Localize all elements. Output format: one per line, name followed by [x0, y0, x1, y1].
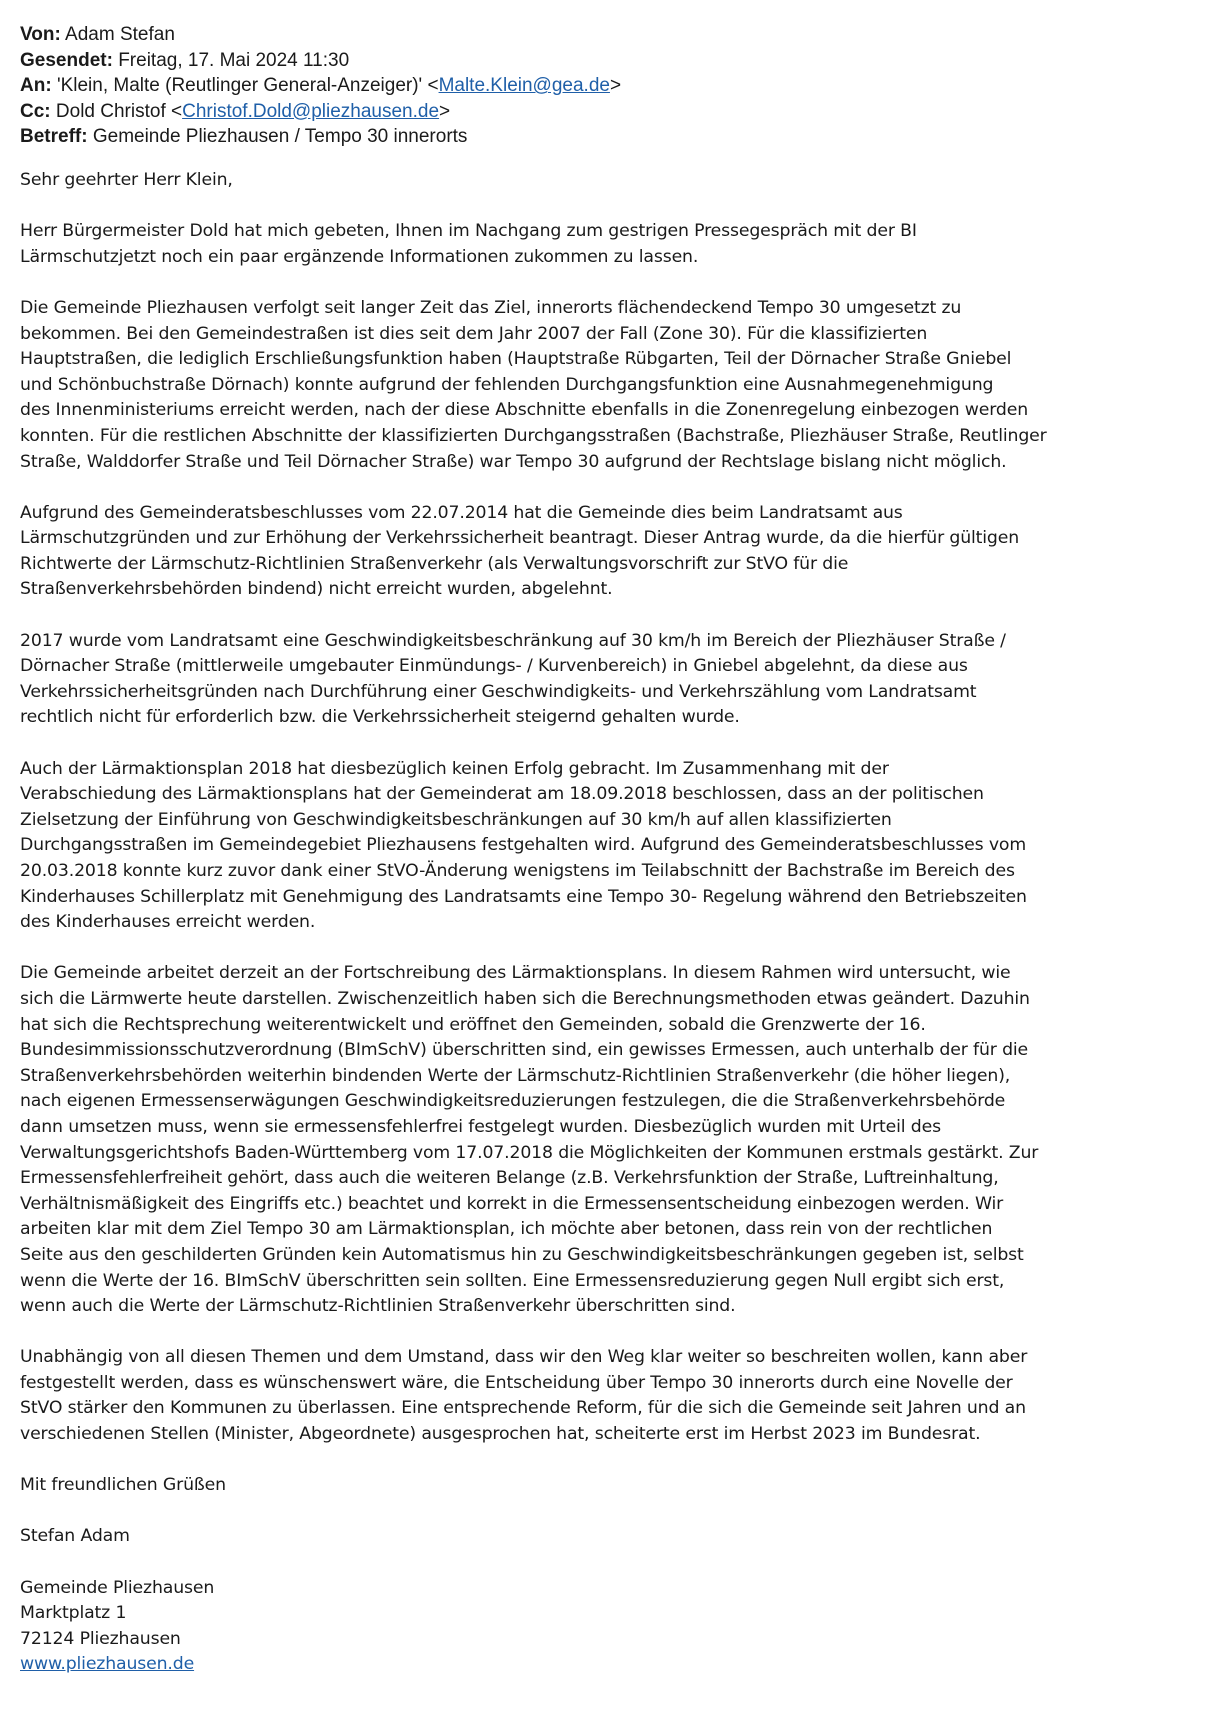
subject-value: Gemeinde Pliezhausen / Tempo 30 innerorts [92, 126, 468, 148]
text-line: wenn auch die Werte der Lärmschutz-Richtlinien Straßenverkehr überschritten sind. [20, 1296, 736, 1317]
to-value-prefix: 'Klein, Malte (Reutlinger General-Anzeiger)' < [56, 75, 439, 97]
text-line: wenn die Werte der 16. BImSchV überschritten sein sollten. Eine Ermessensreduzierung gegen Null ergibt sich erst, [20, 1270, 1005, 1291]
paragraph-2 [20, 296, 1215, 475]
from-label: Von: [20, 24, 61, 45]
email-document [20, 22, 1215, 1678]
text-line: Seite aus den geschilderten Gründen kein Automatismus hin zu Geschwindigkeitsbeschränkungen gegeben ist, selbst [20, 1244, 1024, 1265]
text-line: Dörnacher Straße (mittlerweile umgebauter Einmündungs- / Kurvenbereich) in Gniebel abgelehnt, da diese aus [20, 656, 968, 677]
paragraph-1 [20, 219, 1215, 270]
from-line [20, 22, 1215, 48]
text-line: festgestellt werden, dass es wünschenswert wäre, die Entscheidung über Tempo 30 innerorts durch eine Novelle der [20, 1372, 1013, 1393]
text-line: nach eigenen Ermessenserwägungen Geschwindigkeitsreduzierungen festzulegen, die die Straßenverkehrsbehörde [20, 1091, 1006, 1112]
signature-block [20, 1576, 1215, 1678]
text-line: verschiedenen Stellen (Minister, Abgeordnete) ausgesprochen hat, scheiterte erst im Herbst 2023 im Bundesrat. [20, 1424, 981, 1445]
cc-value-prefix: Dold Christof < [55, 100, 183, 122]
signature-street: Marktplatz 1 [20, 1603, 127, 1624]
text-line: Verabschiedung des Lärmaktionsplans hat der Gemeinderat am 18.09.2018 beschlossen, dass an der politischen [20, 784, 984, 805]
cc-line [20, 99, 1215, 125]
cc-value-suffix: > [439, 100, 451, 122]
text-line: rechtlich nicht für erforderlich bzw. die Verkehrssicherheit steigernd gehalten wurde. [20, 707, 740, 728]
subject-label: Betreff: [20, 126, 88, 148]
text-line: Durchgangsstraßen im Gemeindegebiet Pliezhausens festgehalten wird. Aufgrund des Gemeinderatsbeschlusses vom [20, 835, 1027, 856]
text-line: des Kinderhauses erreicht werden. [20, 912, 316, 933]
signer-name: Stefan Adam [20, 1526, 130, 1547]
to-email-link[interactable]: Malte.Klein@gea.de [438, 75, 610, 97]
to-value-suffix: > [609, 75, 622, 97]
text-line: Hauptstraßen, die lediglich Erschließungsfunktion haben (Hauptstraße Rübgarten, Teil der Dörnacher Straße Gniebel [20, 349, 1012, 370]
paragraph-5 [20, 757, 1215, 936]
text-line: Straße, Walddorfer Straße und Teil Dörnacher Straße) war Tempo 30 aufgrund der Rechtslage bislang nicht möglich. [20, 451, 1007, 472]
email-body [20, 168, 1215, 1678]
text-line: Lärmschutzjetzt noch ein paar ergänzende Informationen zukommen zu lassen. [20, 246, 699, 267]
text-line: Kinderhauses Schillerplatz mit Genehmigung des Landratsamts eine Tempo 30- Regelung während den Betriebszeiten [20, 886, 1027, 907]
greeting: Sehr geehrter Herr Klein, [20, 169, 233, 190]
text-line: hat sich die Rechtsprechung weiterentwickelt und eröffnet den Gemeinden, sobald die Grenzwerte der 16. [20, 1014, 926, 1035]
from-value: Adam Stefan [65, 24, 175, 45]
text-line: sich die Lärmwerte heute darstellen. Zwischenzeitlich haben sich die Berechnungsmethoden etwas geändert. Dazuhin [20, 988, 1030, 1009]
text-line: dann umsetzen muss, wenn sie ermessensfehlerfrei festgelegt wurden. Diesbezüglich wurden mit Urteil des [20, 1116, 941, 1137]
text-line: Herr Bürgermeister Dold hat mich gebeten, Ihnen im Nachgang zum gestrigen Pressegespräch mit der BI [20, 221, 917, 242]
paragraph-3 [20, 501, 1215, 603]
paragraph-4 [20, 629, 1215, 731]
text-line: Unabhängig von all diesen Themen und dem Umstand, dass wir den Weg klar weiter so beschreiten wollen, kann aber [20, 1347, 1028, 1368]
signature-city: 72124 Pliezhausen [20, 1628, 181, 1649]
to-line [20, 73, 1215, 99]
signature-website-link[interactable]: www.pliezhausen.de [20, 1654, 195, 1675]
text-line: Ermessensfehlerfreiheit gehört, dass auch die weiteren Belange (z.B. Verkehrsfunktion der Straße, Luftreinhaltung, [20, 1168, 999, 1189]
text-line: bekommen. Bei den Gemeindestraßen ist dies seit dem Jahr 2007 der Fall (Zone 30). Für die klassifizierten [20, 323, 928, 344]
cc-label: Cc: [20, 100, 51, 122]
text-line: Straßenverkehrsbehörden weiterhin bindenden Werte der Lärmschutz-Richtlinien Straßenverkehr (die höher liegen), [20, 1065, 1011, 1086]
text-line: Lärmschutzgründen und zur Erhöhung der Verkehrssicherheit beantragt. Dieser Antrag wurde, da die hierfür gültigen [20, 528, 1020, 549]
text-line: 2017 wurde vom Landratsamt eine Geschwindigkeitsbeschränkung auf 30 km/h im Bereich der Pliezhäuser Straße / [20, 630, 1006, 651]
sent-label: Gesendet: [20, 49, 113, 71]
text-line: Aufgrund des Gemeinderatsbeschlusses vom 22.07.2014 hat die Gemeinde dies beim Landratsamt aus [20, 502, 903, 523]
cc-email-link[interactable]: Christof.Dold@pliezhausen.de [182, 100, 440, 122]
text-line: und Schönbuchstraße Dörnach) konnte aufgrund der fehlenden Durchgangsfunktion eine Ausnahmegenehmigung [20, 374, 994, 395]
email-header [20, 22, 1215, 150]
text-line: arbeiten klar mit dem Ziel Tempo 30 am Lärmaktionsplan, ich möchte aber betonen, dass rein von der rechtlichen [20, 1219, 993, 1240]
closing: Mit freundlichen Grüßen [20, 1475, 226, 1496]
sent-line [20, 48, 1215, 74]
text-line: 20.03.2018 konnte kurz zuvor dank einer StVO-Änderung wenigstens im Teilabschnitt der Bachstraße im Bereich des [20, 861, 1015, 881]
text-line: Bundesimmissionsschutzverordnung (BImSchV) überschritten sind, ein gewisses Ermessen, auch unterhalb der für die [20, 1040, 1029, 1061]
text-line: Die Gemeinde arbeitet derzeit an der Fortschreibung des Lärmaktionsplans. In diesem Rahmen wird untersucht, wie [20, 963, 1011, 984]
text-line: Straßenverkehrsbehörden bindend) nicht erreicht wurden, abgelehnt. [20, 579, 613, 600]
subject-line [20, 124, 1215, 150]
text-line: Richtwerte der Lärmschutz-Richtlinien Straßenverkehr (als Verwaltungsvorschrift zur StVO für die [20, 553, 849, 574]
paragraph-6 [20, 961, 1215, 1319]
text-line: StVO stärker den Kommunen zu überlassen. Eine entsprechende Reform, für die sich die Gemeinde seit Jahren und an [20, 1398, 1026, 1419]
to-label: An: [20, 75, 52, 97]
sent-value: Freitag, 17. Mai 2024 11:30 [118, 49, 350, 71]
text-line: Verkehrssicherheitsgründen nach Durchführung einer Geschwindigkeits- und Verkehrszählung vom Landratsamt [20, 681, 977, 702]
text-line: Die Gemeinde Pliezhausen verfolgt seit langer Zeit das Ziel, innerorts flächendeckend Tempo 30 umgesetzt zu [20, 297, 962, 318]
paragraph-7 [20, 1345, 1215, 1447]
text-line: des Innenministeriums erreicht werden, nach der diese Abschnitte ebenfalls in die Zonenregelung einbezogen werden [20, 400, 1029, 421]
text-line: Verhältnismäßigkeit des Eingriffs etc.) beachtet und korrekt in die Ermessensentscheidung einbezogen werden. Wir [20, 1193, 1004, 1214]
text-line: Auch der Lärmaktionsplan 2018 hat diesbezüglich keinen Erfolg gebracht. Im Zusammenhang mit der [20, 758, 889, 779]
signature-organization: Gemeinde Pliezhausen [20, 1577, 215, 1598]
text-line: konnten. Für die restlichen Abschnitte der klassifizierten Durchgangsstraßen (Bachstraße, Pliezhäuser Straße, Reutlinger [20, 425, 1047, 446]
text-line: Verwaltungsgerichtshofs Baden-Württemberg vom 17.07.2018 die Möglichkeiten der Kommunen erstmals gestärkt. Zur [20, 1142, 1039, 1163]
text-line: Zielsetzung der Einführung von Geschwindigkeitsbeschränkungen auf 30 km/h auf allen klassifizierten [20, 809, 892, 830]
